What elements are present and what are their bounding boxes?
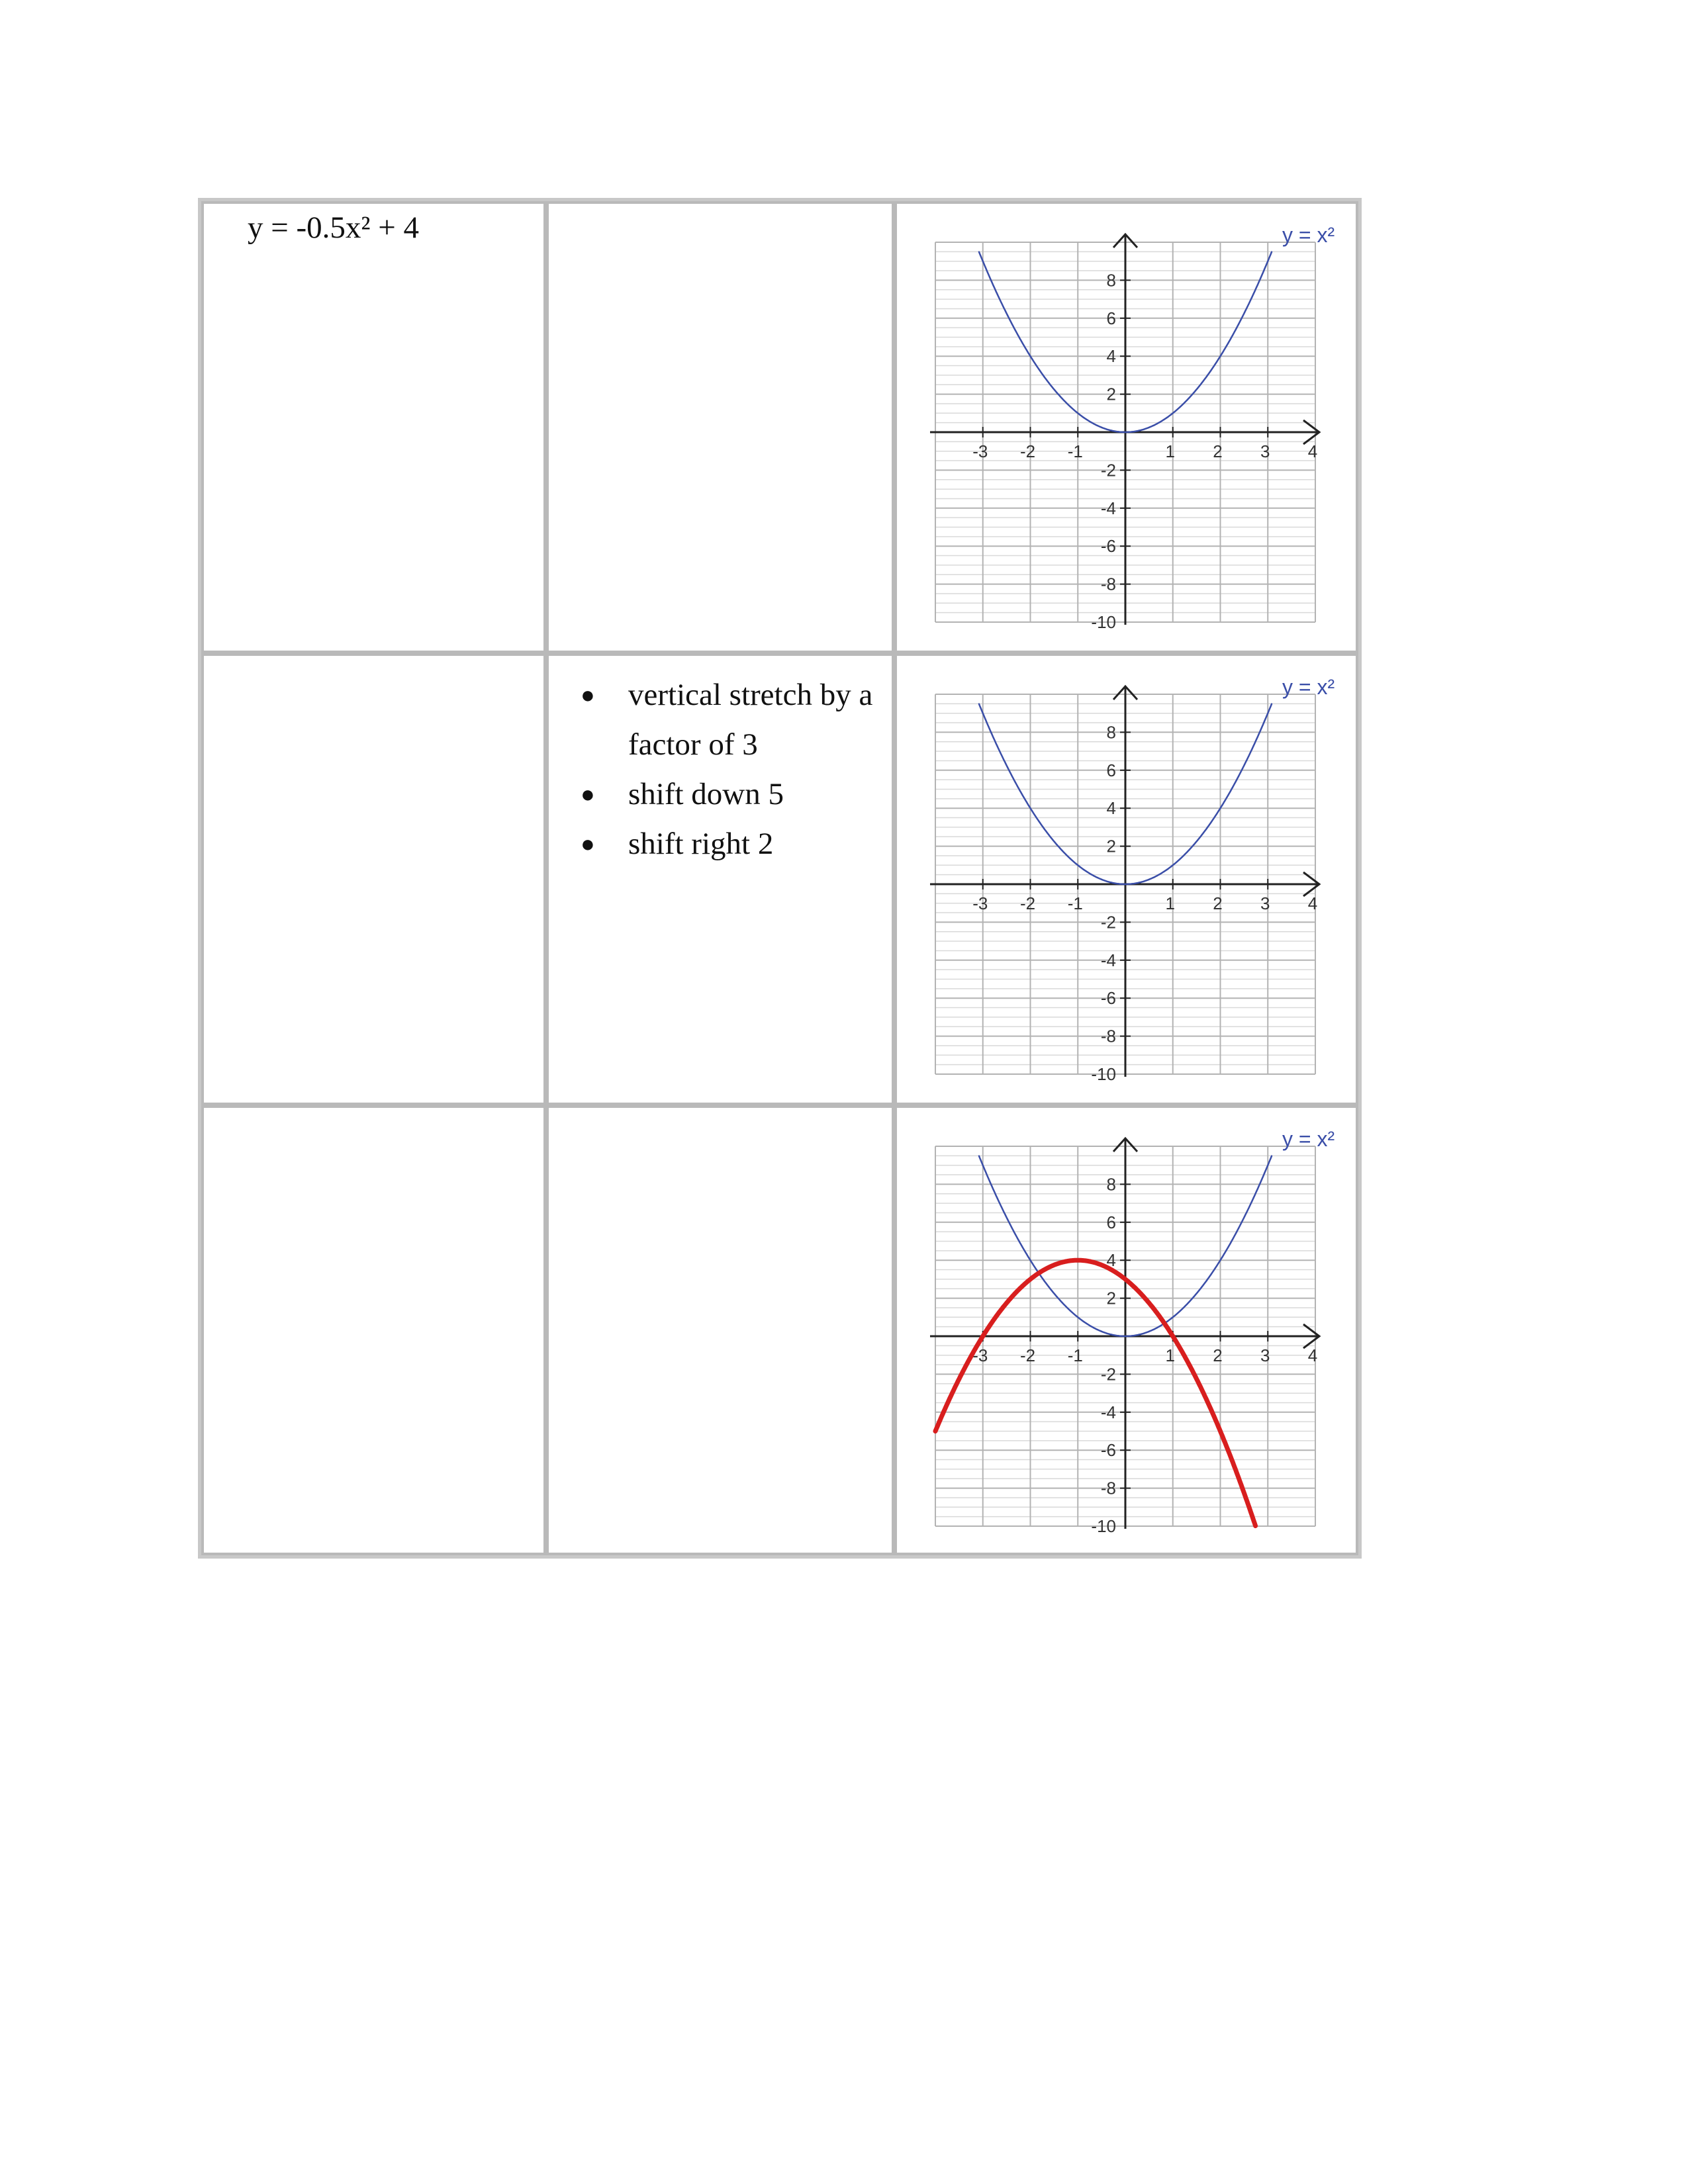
row-3-equation-cell [201, 1105, 546, 1555]
bullet-icon: ● [581, 781, 595, 807]
y-tick-label: 2 [1106, 836, 1116, 856]
x-tick-label: 4 [1307, 441, 1318, 461]
step-text: shift down 5 [628, 777, 784, 811]
transformations-table [198, 198, 1362, 1559]
row-3-graph-cell [894, 1105, 1358, 1555]
x-tick-label: 1 [1165, 441, 1175, 461]
x-tick-label: 2 [1213, 893, 1223, 913]
row-2-graph-svg [897, 656, 1356, 1103]
x-tick-label: -3 [972, 893, 988, 913]
y-tick-label: -2 [1100, 912, 1116, 933]
y-tick-label: 4 [1106, 346, 1116, 367]
y-tick-label: -8 [1100, 1026, 1116, 1046]
row-2-graph [897, 656, 1356, 1103]
x-tick-label: -2 [1019, 441, 1036, 461]
row-3-graph-svg [897, 1108, 1356, 1553]
y-tick-label: -4 [1100, 498, 1116, 518]
y-tick-label: -6 [1100, 536, 1116, 557]
row-2-equation-cell [201, 653, 546, 1105]
row-2-steps-list [549, 670, 892, 869]
step-text: vertical stretch by a factor of 3 [628, 678, 873, 762]
x-tick-label: 2 [1213, 1345, 1223, 1365]
step-item [549, 670, 892, 770]
y-tick-label: -2 [1100, 460, 1116, 480]
graph-2-axes [930, 686, 1319, 1077]
y-tick-label: -6 [1100, 1440, 1116, 1461]
x-tick-label: 3 [1260, 441, 1270, 461]
y-tick-label: -8 [1100, 574, 1116, 594]
y-tick-label: -2 [1100, 1364, 1116, 1385]
y-tick-label: -10 [1091, 1064, 1116, 1084]
row-3-graph [897, 1108, 1356, 1553]
x-tick-label: -3 [972, 441, 988, 461]
y-tick-label: 4 [1106, 798, 1116, 819]
x-tick-label: -3 [972, 1345, 988, 1365]
step-item [549, 819, 892, 869]
y-tick-label: -6 [1100, 988, 1116, 1009]
row-1-equation: y = -0.5x² + 4 [248, 210, 420, 245]
graph-3-curves [935, 1156, 1272, 1526]
x-tick-label: 3 [1260, 1345, 1270, 1365]
y-tick-label: -4 [1100, 950, 1116, 970]
graph-3-axes [930, 1138, 1319, 1529]
y-tick-label: 6 [1106, 760, 1116, 780]
row-3-steps-cell [546, 1105, 894, 1555]
y-tick-label: -4 [1100, 1402, 1116, 1422]
x-tick-label: 1 [1165, 893, 1175, 913]
row-1-graph [897, 204, 1356, 651]
x-tick-label: -1 [1067, 893, 1083, 913]
x-tick-label: -1 [1067, 1345, 1083, 1365]
step-item [549, 770, 892, 819]
row-2-graph-cell [894, 653, 1358, 1105]
x-tick-label: 2 [1213, 441, 1223, 461]
y-tick-label: -8 [1100, 1478, 1116, 1498]
graph-3-curve-label: y = x² [1282, 1127, 1335, 1151]
graph-1-curve-label: y = x² [1282, 223, 1335, 247]
graph-2-curve-label: y = x² [1282, 675, 1335, 699]
x-tick-label: 1 [1165, 1345, 1175, 1365]
x-tick-label: 4 [1307, 893, 1318, 913]
y-tick-label: -10 [1091, 1516, 1116, 1536]
y-tick-label: 4 [1106, 1250, 1116, 1271]
row-1-graph-svg [897, 204, 1356, 651]
y-tick-label: 8 [1106, 1174, 1116, 1195]
row-1-graph-cell [894, 201, 1358, 653]
y-tick-label: -10 [1091, 612, 1116, 632]
x-tick-label: -2 [1019, 893, 1036, 913]
row-1-steps-cell [546, 201, 894, 653]
x-tick-label: -2 [1019, 1345, 1036, 1365]
y-tick-label: 8 [1106, 722, 1116, 743]
y-tick-label: 6 [1106, 308, 1116, 328]
x-tick-label: 4 [1307, 1345, 1318, 1365]
y-tick-label: 8 [1106, 270, 1116, 291]
x-tick-label: -1 [1067, 441, 1083, 461]
y-tick-label: 2 [1106, 384, 1116, 404]
row-2-steps-cell [546, 653, 894, 1105]
y-tick-label: 2 [1106, 1288, 1116, 1308]
row-1-equation-cell [201, 201, 546, 653]
bullet-icon: ● [581, 831, 595, 857]
step-text: shift right 2 [628, 827, 774, 861]
x-tick-label: 3 [1260, 893, 1270, 913]
bullet-icon: ● [581, 682, 595, 708]
graph-1-axes [930, 234, 1319, 625]
y-tick-label: 6 [1106, 1212, 1116, 1232]
